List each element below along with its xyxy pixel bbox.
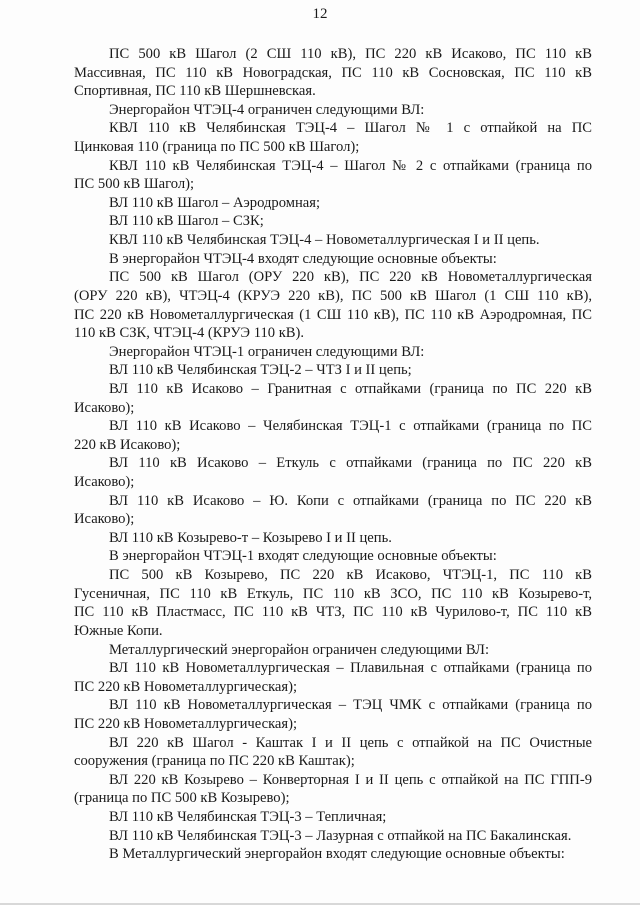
- page-number: 12: [312, 6, 328, 22]
- text-line: ПС 500 кВ Шагол (ОРУ 220 кВ), ПС 220 кВ Новометаллургическая: [109, 269, 592, 286]
- text-line: ПС 500 кВ Козырево, ПС 220 кВ Исаково, ЧТЭЦ-1, ПС 110 кВ: [109, 567, 592, 584]
- text-line: Энергорайон ЧТЭЦ-4 ограничен следующими ВЛ:: [109, 101, 425, 118]
- text-line: Металлургический энергорайон ограничен следующими ВЛ:: [109, 641, 489, 658]
- text-line: ВЛ 110 кВ Новометаллургическая – Плавильная с отпайками (граница по: [109, 660, 592, 677]
- text-line: В Металлургический энергорайон входят следующие основные объекты:: [109, 846, 565, 863]
- text-line: В энергорайон ЧТЭЦ-1 входят следующие основные объекты:: [109, 548, 497, 565]
- text-line: ПС 500 кВ Шагол (2 СШ 110 кВ), ПС 220 кВ Исаково, ПС 110 кВ: [109, 46, 592, 62]
- text-line: ВЛ 110 кВ Шагол – Аэродромная;: [109, 194, 321, 211]
- text-line: КВЛ 110 кВ Челябинская ТЭЦ-4 – Шагол № 2 с отпайками (граница по: [109, 157, 592, 174]
- text-line: ВЛ 110 кВ Шагол – СЗК;: [109, 213, 264, 230]
- text-line: КВЛ 110 кВ Челябинская ТЭЦ-4 – Шагол № 1 с отпайкой на ПС: [109, 120, 592, 137]
- text-line: ПС 110 кВ Пластмасс, ПС 110 кВ ЧТЗ, ПС 110 кВ Чурилово-т, ПС 110 кВ: [74, 604, 592, 621]
- text-line: ВЛ 110 кВ Исаково – Челябинская ТЭЦ-1 с отпайками (граница по ПС: [109, 418, 592, 435]
- text-line: ВЛ 110 кВ Исаково – Ю. Копи с отпайками (граница по ПС 220 кВ: [109, 492, 592, 509]
- text-line: Энергорайон ЧТЭЦ-1 ограничен следующими ВЛ:: [109, 343, 425, 360]
- text-line: Массивная, ПС 110 кВ Новоградская, ПС 110 кВ Сосновская, ПС 110 кВ: [74, 64, 592, 81]
- text-line: Гусеничная, ПС 110 кВ Еткуль, ПС 110 кВ ЗСО, ПС 110 кВ Козырево-т,: [74, 585, 592, 602]
- text-line: ВЛ 220 кВ Шагол - Каштак I и II цепь с отпайкой на ПС Очистные: [109, 734, 592, 751]
- text-line: ПС 220 кВ Новометаллургическая (1 СШ 110 кВ), ПС 110 кВ Аэродромная, ПС: [74, 306, 592, 323]
- text-line: Спортивная, ПС 110 кВ Шершневская.: [74, 83, 316, 100]
- document-body: [74, 45, 592, 864]
- text-line: ВЛ 110 кВ Челябинская ТЭЦ-3 – Лазурная с отпайкой на ПС Бакалинская.: [109, 827, 572, 844]
- text-line: ВЛ 110 кВ Исаково – Еткуль с отпайками (граница по ПС 220 кВ: [109, 455, 592, 472]
- text-line: ВЛ 110 кВ Челябинская ТЭЦ-3 – Тепличная;: [109, 808, 387, 825]
- text-line: 220 кВ Исаково);: [74, 436, 181, 453]
- text-line: 110 кВ СЗК, ЧТЭЦ-4 (КРУЭ 110 кВ).: [74, 325, 305, 342]
- text-line: (граница по ПС 500 кВ Козырево);: [74, 790, 290, 807]
- text-line: ПС 220 кВ Новометаллургическая);: [74, 715, 298, 732]
- text-line: ВЛ 220 кВ Козырево – Конверторная I и II цепь с отпайкой на ПС ГПП-9: [109, 771, 592, 788]
- text-line: ВЛ 110 кВ Козырево-т – Козырево I и II цепь.: [109, 529, 392, 546]
- text-line: Исаково);: [74, 399, 135, 416]
- text-line: Исаково);: [74, 474, 135, 491]
- text-line: ПС 500 кВ Шагол);: [74, 176, 195, 193]
- text-line: Цинковая 110 (граница по ПС 500 кВ Шагол);: [74, 139, 360, 156]
- text-line: сооружения (граница по ПС 220 кВ Каштак);: [74, 753, 355, 770]
- text-line: ВЛ 110 кВ Исаково – Гранитная с отпайками (граница по ПС 220 кВ: [109, 380, 592, 397]
- text-line: В энергорайон ЧТЭЦ-4 входят следующие основные объекты:: [109, 250, 497, 267]
- text-line: Южные Копи.: [74, 622, 163, 639]
- text-line: (ОРУ 220 кВ), ЧТЭЦ-4 (КРУЭ 220 кВ), ПС 500 кВ Шагол (1 СШ 110 кВ),: [74, 287, 592, 304]
- text-line: Исаково);: [74, 511, 135, 528]
- text-line: ПС 220 кВ Новометаллургическая);: [74, 678, 298, 695]
- text-line: ВЛ 110 кВ Новометаллургическая – ТЭЦ ЧМК с отпайками (граница по: [109, 697, 592, 714]
- text-line: ВЛ 110 кВ Челябинская ТЭЦ-2 – ЧТЗ I и II цепь;: [109, 362, 412, 379]
- text-line: КВЛ 110 кВ Челябинская ТЭЦ-4 – Новометаллургическая I и II цепь.: [109, 232, 540, 249]
